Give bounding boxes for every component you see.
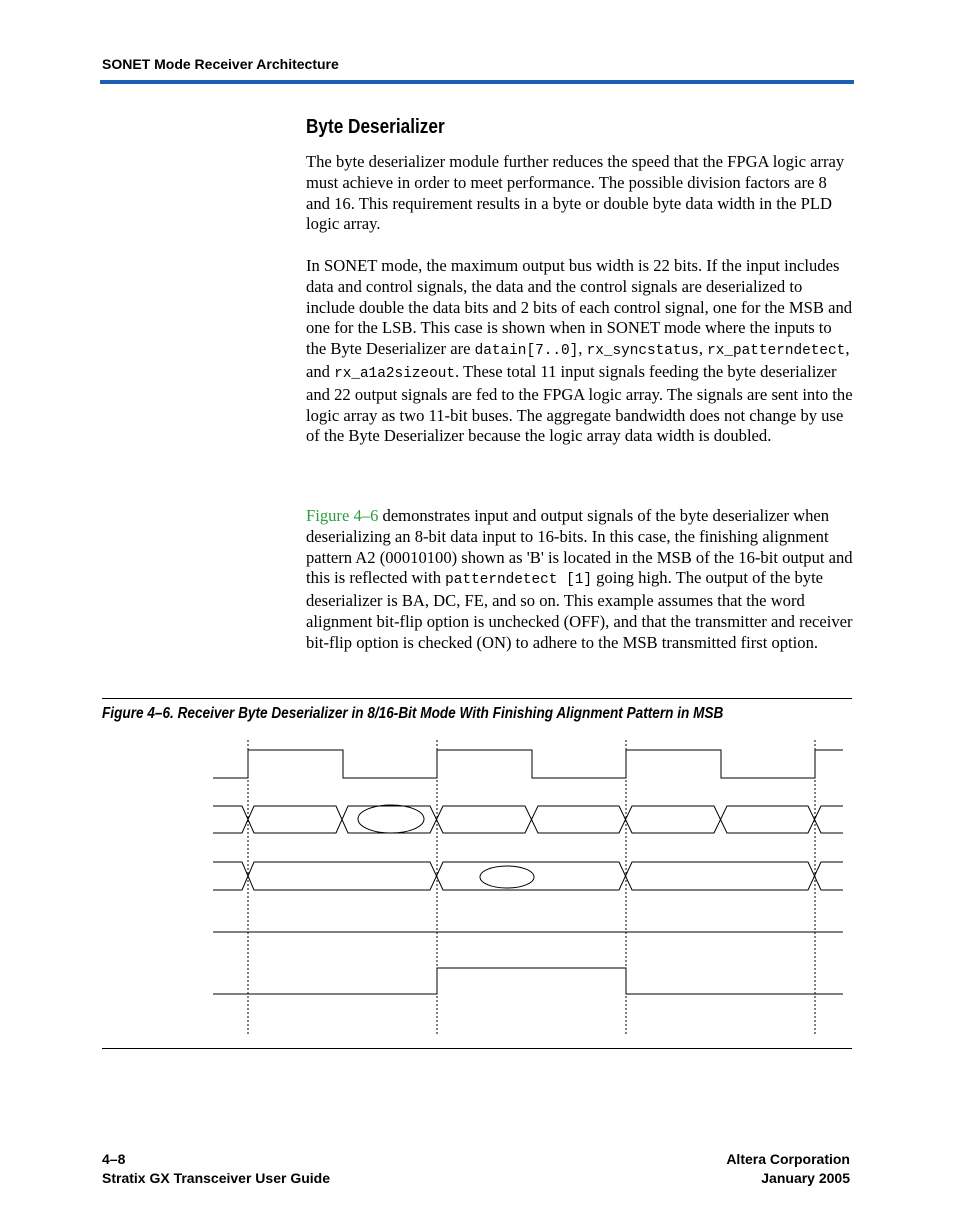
separator: , and	[306, 339, 850, 381]
company-name: Altera Corporation	[726, 1151, 850, 1167]
paragraph-1-text: The byte deserializer module further reduces the speed that the FPGA logic array must achieve in order to meet performance. The possible division factors are 8 and 16. This requirement results in a byte or double byte data width in the PLD logic array.	[306, 152, 845, 234]
code-datain: datain[7..0]	[474, 343, 579, 360]
paragraph-2-text-b: . These total 11 input signals feeding the byte deserializer and 22 output signals are fed to the FPGA logic array. The signals are sent into the logic array as two 11-bit buses. The aggregate bandwidth does not change by use of the Byte Deserializer because the logic array data width is doubled.	[306, 361, 853, 446]
separator: ,	[578, 339, 587, 359]
section-title: Byte Deserializer	[306, 116, 445, 138]
paragraph-2-text-a: In SONET mode, the maximum output bus width is 22 bits. If the input includes data and control signals, the data and the control signals are deserialized to include double the data bits and 2 bits of each control signal, one for the MSB and one for the LSB. This case is shown when in SONET mode where the inputs to the Byte Deserializer are	[306, 256, 853, 359]
figure-caption: Figure 4–6. Receiver Byte Deserializer in 8/16-Bit Mode With Finishing Alignment Pattern in MSB	[102, 705, 724, 722]
output-pattern-marker	[480, 866, 534, 888]
code-patterndetect: patterndetect [1]	[445, 572, 592, 589]
code-rx-a1a2sizeout: rx_a1a2sizeout	[334, 365, 456, 382]
running-header: SONET Mode Receiver Architecture	[102, 56, 339, 72]
figure-link[interactable]: Figure 4–6	[306, 506, 379, 525]
page-number: 4–8	[102, 1151, 126, 1167]
code-rx-patterndetect: rx_patterndetect	[707, 343, 846, 360]
separator: ,	[698, 339, 708, 359]
paragraph-3-text-b: going high. The output of the byte deserializer is BA, DC, FE, and so on. This example assumes that the word alignment bit-flip option is unchecked (OFF), and that the transmitter and receiver bit-flip option is checked (ON) to adhere to the MSB transmitted first option.	[306, 568, 853, 652]
figure-bottom-rule	[102, 1048, 852, 1049]
code-rx-syncstatus: rx_syncstatus	[586, 343, 699, 360]
data-out-bus	[213, 862, 843, 890]
paragraph-3-text-a: demonstrates input and output signals of the byte deserializer when deserializing an 8-bit data input to 16-bits. In this case, the finishing alignment pattern A2 (00010100) shown as 'B' is located in the MSB of the 16-bit output and this is reflected with	[306, 506, 853, 588]
data-in-bus	[213, 806, 843, 833]
guide-title: Stratix GX Transceiver User Guide	[102, 1170, 330, 1186]
publication-date: January 2005	[761, 1170, 850, 1186]
alignment-pattern-marker	[358, 805, 424, 833]
clock-waveform	[213, 750, 843, 778]
patterndetect-waveform	[213, 968, 843, 994]
